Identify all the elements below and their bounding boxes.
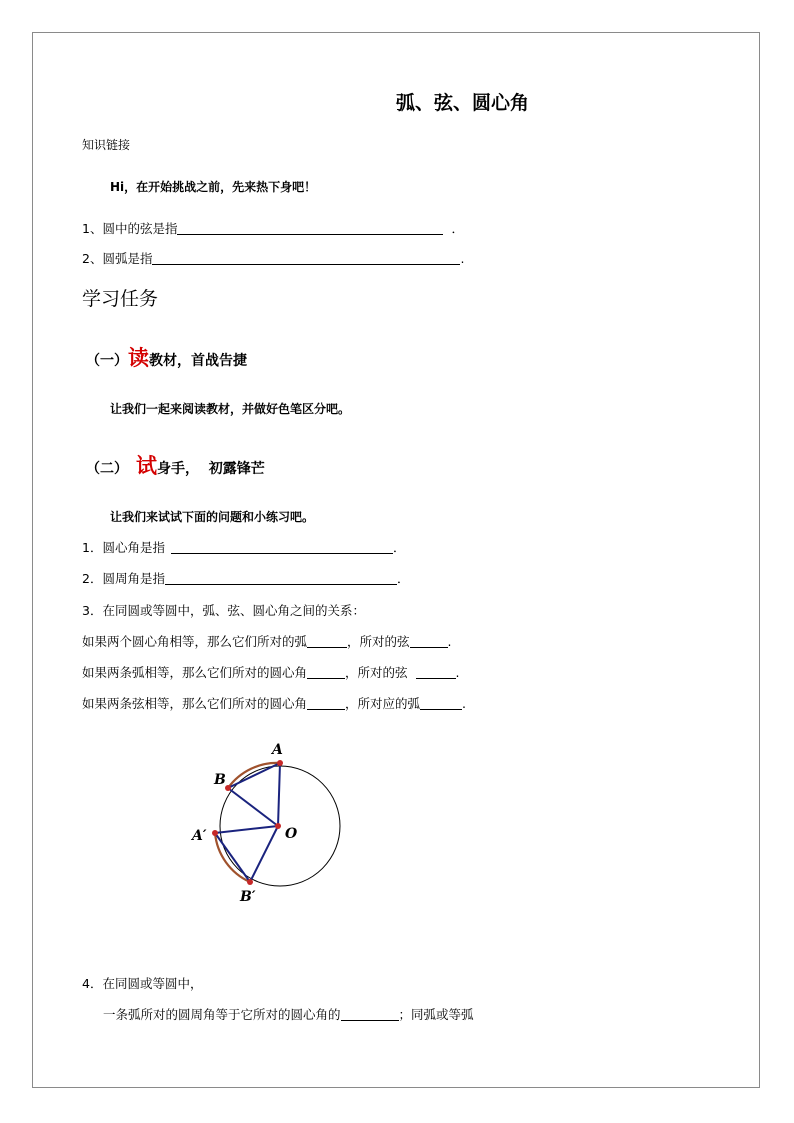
- point-B2: [247, 879, 253, 885]
- section1-heading: [86, 342, 247, 372]
- point-A2: [212, 830, 218, 836]
- page-title: 弧、弦、圆心角: [396, 92, 530, 114]
- section2-q4-line-text: 一条弧所对的圆周角等于它所对的圆心角的: [103, 1007, 341, 1022]
- label-B: B: [214, 772, 226, 788]
- label-B2: B′: [240, 889, 256, 905]
- point-O: [275, 823, 281, 829]
- segment-AO: [278, 763, 280, 826]
- relation-row-a: 如果两条弦相等，那么它们所对的圆心角: [82, 696, 308, 711]
- section2-q1-end: ．: [392, 540, 406, 555]
- answer-blank[interactable]: [307, 666, 345, 679]
- section2-q2-text: 2．圆周角是指: [82, 571, 165, 586]
- knowledge-heading: 知识链接: [82, 138, 131, 152]
- knowledge-q1-end: ．: [451, 221, 464, 236]
- section2-q4: 4．在同圆或等圆中，: [82, 976, 203, 991]
- section1-prefix: （一）: [86, 353, 128, 369]
- relation-row-end: .: [462, 696, 467, 711]
- relation-row: [82, 632, 452, 650]
- section2-q4-line: [103, 1005, 474, 1023]
- answer-blank[interactable]: [177, 222, 443, 235]
- relation-row-b: ，所对应的弧: [345, 696, 421, 711]
- knowledge-intro: Hi，在开始挑战之前，先来热下身吧！: [110, 180, 317, 194]
- section2-prefix: （二）: [86, 461, 128, 477]
- section2-big-char: 试: [136, 453, 157, 478]
- section2-q4-rest: ；同弧或等弧: [398, 1007, 474, 1022]
- answer-blank[interactable]: [416, 666, 456, 679]
- relation-row-end: .: [447, 634, 452, 649]
- label-O: O: [285, 826, 298, 842]
- answer-blank[interactable]: [307, 635, 347, 648]
- knowledge-q2-end: .: [460, 251, 465, 266]
- label-A: A: [272, 742, 283, 758]
- segment-BO: [228, 788, 278, 826]
- answer-blank[interactable]: [341, 1008, 399, 1021]
- knowledge-q2: [82, 249, 464, 267]
- segment-A2B2: [215, 833, 250, 882]
- answer-blank[interactable]: [171, 541, 393, 554]
- section2-q3: 3．在同圆或等圆中，弧、弦、圆心角之间的关系：: [82, 603, 365, 618]
- section1-rest: 教材，首战告捷: [149, 353, 247, 369]
- label-A2: A′: [192, 828, 207, 844]
- segment-OB2: [250, 826, 278, 882]
- knowledge-q1-text: 1、圆中的弦是指: [82, 221, 178, 236]
- section2-heading: [86, 450, 265, 480]
- relation-row-b: ，所对的弦: [345, 665, 408, 680]
- task-heading: 学习任务: [82, 288, 159, 310]
- section2-q2-end: ．: [396, 571, 410, 586]
- answer-blank[interactable]: [410, 635, 448, 648]
- segment-A2O: [215, 826, 278, 833]
- section2-instruction: 让我们来试试下面的问题和小练习吧。: [110, 510, 315, 524]
- point-B: [225, 785, 231, 791]
- relation-row-b: ，所对的弦: [347, 634, 410, 649]
- section2-rest: 身手， 初露锋芒: [157, 461, 265, 477]
- relation-row-end: .: [455, 665, 460, 680]
- section1-instruction: 让我们一起来阅读教材，并做好色笔区分吧。: [110, 402, 351, 416]
- relation-row: [82, 694, 466, 712]
- knowledge-q1: [82, 219, 464, 237]
- answer-blank[interactable]: [165, 572, 397, 585]
- circle-figure: [180, 730, 370, 920]
- point-A: [277, 760, 283, 766]
- answer-blank[interactable]: [307, 697, 345, 710]
- section1-big-char: 读: [128, 345, 149, 370]
- relation-row: [82, 663, 460, 681]
- knowledge-q2-text: 2、圆弧是指: [82, 251, 153, 266]
- relation-row-a: 如果两个圆心角相等，那么它们所对的弧: [82, 634, 308, 649]
- section2-q1: [82, 538, 405, 556]
- section2-q2: [82, 569, 409, 587]
- section2-q1-text: 1．圆心角是指: [82, 540, 165, 555]
- answer-blank[interactable]: [420, 697, 462, 710]
- relation-row-a: 如果两条弧相等，那么它们所对的圆心角: [82, 665, 308, 680]
- answer-blank[interactable]: [152, 252, 460, 265]
